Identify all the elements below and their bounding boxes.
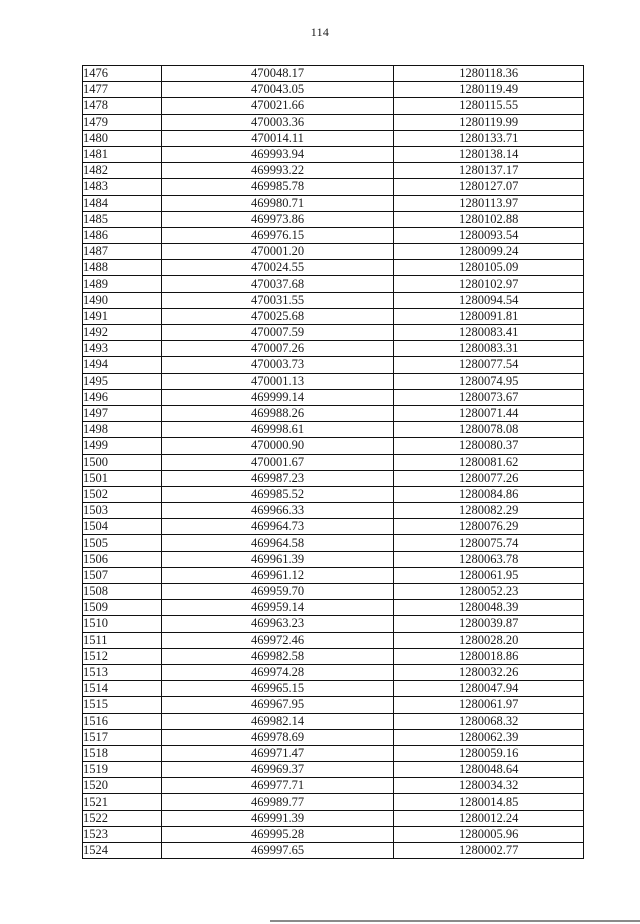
x-coordinate-cell: 469978.69: [161, 729, 394, 745]
point-number-cell: 1494: [83, 357, 162, 373]
point-number-cell: 1502: [83, 486, 162, 502]
table-row: [83, 276, 584, 292]
table-row: [83, 405, 584, 421]
y-coordinate-cell: 1280082.29: [394, 503, 584, 519]
y-coordinate-cell: 1280014.85: [394, 794, 584, 810]
point-number-cell: 1490: [83, 292, 162, 308]
scan-edge: [0, 908, 640, 924]
y-coordinate-cell: 1280113.97: [394, 195, 584, 211]
point-number-cell: 1495: [83, 373, 162, 389]
table-row: [83, 600, 584, 616]
x-coordinate-cell: 470001.67: [161, 454, 394, 470]
y-coordinate-cell: 1280018.86: [394, 648, 584, 664]
x-coordinate-cell: 469989.77: [161, 794, 394, 810]
table-row: [83, 535, 584, 551]
point-number-cell: 1478: [83, 98, 162, 114]
y-coordinate-cell: 1280099.24: [394, 244, 584, 260]
coordinates-table-body: [83, 66, 584, 859]
point-number-cell: 1496: [83, 389, 162, 405]
x-coordinate-cell: 470003.36: [161, 114, 394, 130]
table-row: [83, 470, 584, 486]
y-coordinate-cell: 1280077.54: [394, 357, 584, 373]
y-coordinate-cell: 1280093.54: [394, 227, 584, 243]
point-number-cell: 1518: [83, 745, 162, 761]
x-coordinate-cell: 469993.22: [161, 163, 394, 179]
y-coordinate-cell: 1280034.32: [394, 778, 584, 794]
table-row: [83, 454, 584, 470]
y-coordinate-cell: 1280039.87: [394, 616, 584, 632]
point-number-cell: 1507: [83, 567, 162, 583]
table-row: [83, 584, 584, 600]
y-coordinate-cell: 1280047.94: [394, 681, 584, 697]
y-coordinate-cell: 1280077.26: [394, 470, 584, 486]
y-coordinate-cell: 1280118.36: [394, 66, 584, 82]
y-coordinate-cell: 1280083.31: [394, 341, 584, 357]
x-coordinate-cell: 470007.26: [161, 341, 394, 357]
y-coordinate-cell: 1280105.09: [394, 260, 584, 276]
table-row: [83, 681, 584, 697]
point-number-cell: 1484: [83, 195, 162, 211]
y-coordinate-cell: 1280002.77: [394, 843, 584, 859]
x-coordinate-cell: 469999.14: [161, 389, 394, 405]
point-number-cell: 1523: [83, 826, 162, 842]
table-row: [83, 616, 584, 632]
y-coordinate-cell: 1280083.41: [394, 325, 584, 341]
table-row: [83, 551, 584, 567]
table-row: [83, 664, 584, 680]
x-coordinate-cell: 469966.33: [161, 503, 394, 519]
table-row: [83, 745, 584, 761]
table-row: [83, 66, 584, 82]
y-coordinate-cell: 1280012.24: [394, 810, 584, 826]
point-number-cell: 1504: [83, 519, 162, 535]
x-coordinate-cell: 470024.55: [161, 260, 394, 276]
point-number-cell: 1512: [83, 648, 162, 664]
table-row: [83, 195, 584, 211]
point-number-cell: 1522: [83, 810, 162, 826]
x-coordinate-cell: 469969.37: [161, 762, 394, 778]
point-number-cell: 1477: [83, 82, 162, 98]
x-coordinate-cell: 469982.58: [161, 648, 394, 664]
x-coordinate-cell: 469987.23: [161, 470, 394, 486]
table-row: [83, 697, 584, 713]
point-number-cell: 1516: [83, 713, 162, 729]
table-row: [83, 810, 584, 826]
x-coordinate-cell: 469967.95: [161, 697, 394, 713]
table-row: [83, 486, 584, 502]
point-number-cell: 1486: [83, 227, 162, 243]
x-coordinate-cell: 470003.73: [161, 357, 394, 373]
y-coordinate-cell: 1280081.62: [394, 454, 584, 470]
y-coordinate-cell: 1280073.67: [394, 389, 584, 405]
point-number-cell: 1524: [83, 843, 162, 859]
x-coordinate-cell: 469985.52: [161, 486, 394, 502]
y-coordinate-cell: 1280052.23: [394, 584, 584, 600]
table-row: [83, 211, 584, 227]
x-coordinate-cell: 470001.13: [161, 373, 394, 389]
point-number-cell: 1503: [83, 503, 162, 519]
point-number-cell: 1479: [83, 114, 162, 130]
point-number-cell: 1499: [83, 438, 162, 454]
point-number-cell: 1481: [83, 146, 162, 162]
point-number-cell: 1508: [83, 584, 162, 600]
x-coordinate-cell: 470021.66: [161, 98, 394, 114]
y-coordinate-cell: 1280078.08: [394, 422, 584, 438]
table-row: [83, 325, 584, 341]
x-coordinate-cell: 469961.12: [161, 567, 394, 583]
y-coordinate-cell: 1280115.55: [394, 98, 584, 114]
point-number-cell: 1485: [83, 211, 162, 227]
y-coordinate-cell: 1280005.96: [394, 826, 584, 842]
y-coordinate-cell: 1280133.71: [394, 130, 584, 146]
x-coordinate-cell: 469982.14: [161, 713, 394, 729]
y-coordinate-cell: 1280137.17: [394, 163, 584, 179]
table-row: [83, 519, 584, 535]
x-coordinate-cell: 469998.61: [161, 422, 394, 438]
point-number-cell: 1506: [83, 551, 162, 567]
table-row: [83, 826, 584, 842]
x-coordinate-cell: 469997.65: [161, 843, 394, 859]
y-coordinate-cell: 1280028.20: [394, 632, 584, 648]
x-coordinate-cell: 470014.11: [161, 130, 394, 146]
y-coordinate-cell: 1280061.95: [394, 567, 584, 583]
point-number-cell: 1521: [83, 794, 162, 810]
x-coordinate-cell: 469963.23: [161, 616, 394, 632]
table-row: [83, 438, 584, 454]
point-number-cell: 1505: [83, 535, 162, 551]
x-coordinate-cell: 469961.39: [161, 551, 394, 567]
y-coordinate-cell: 1280048.64: [394, 762, 584, 778]
y-coordinate-cell: 1280127.07: [394, 179, 584, 195]
x-coordinate-cell: 469988.26: [161, 405, 394, 421]
scan-edge-line: [270, 920, 640, 922]
y-coordinate-cell: 1280071.44: [394, 405, 584, 421]
point-number-cell: 1510: [83, 616, 162, 632]
y-coordinate-cell: 1280032.26: [394, 664, 584, 680]
coordinates-table: [82, 65, 584, 859]
y-coordinate-cell: 1280094.54: [394, 292, 584, 308]
point-number-cell: 1500: [83, 454, 162, 470]
y-coordinate-cell: 1280119.99: [394, 114, 584, 130]
table-row: [83, 357, 584, 373]
table-row: [83, 762, 584, 778]
x-coordinate-cell: 470000.90: [161, 438, 394, 454]
point-number-cell: 1492: [83, 325, 162, 341]
table-row: [83, 244, 584, 260]
table-row: [83, 648, 584, 664]
table-row: [83, 794, 584, 810]
y-coordinate-cell: 1280091.81: [394, 308, 584, 324]
table-row: [83, 82, 584, 98]
y-coordinate-cell: 1280075.74: [394, 535, 584, 551]
y-coordinate-cell: 1280102.88: [394, 211, 584, 227]
point-number-cell: 1501: [83, 470, 162, 486]
point-number-cell: 1511: [83, 632, 162, 648]
y-coordinate-cell: 1280076.29: [394, 519, 584, 535]
y-coordinate-cell: 1280102.97: [394, 276, 584, 292]
y-coordinate-cell: 1280061.97: [394, 697, 584, 713]
x-coordinate-cell: 469965.15: [161, 681, 394, 697]
table-row: [83, 292, 584, 308]
point-number-cell: 1488: [83, 260, 162, 276]
y-coordinate-cell: 1280119.49: [394, 82, 584, 98]
table-row: [83, 98, 584, 114]
x-coordinate-cell: 469971.47: [161, 745, 394, 761]
table-row: [83, 389, 584, 405]
page-number: 114: [310, 25, 330, 39]
table-row: [83, 308, 584, 324]
table-row: [83, 179, 584, 195]
x-coordinate-cell: 469976.15: [161, 227, 394, 243]
point-number-cell: 1487: [83, 244, 162, 260]
point-number-cell: 1514: [83, 681, 162, 697]
table-row: [83, 341, 584, 357]
table-row: [83, 713, 584, 729]
point-number-cell: 1517: [83, 729, 162, 745]
point-number-cell: 1498: [83, 422, 162, 438]
point-number-cell: 1482: [83, 163, 162, 179]
y-coordinate-cell: 1280080.37: [394, 438, 584, 454]
x-coordinate-cell: 470031.55: [161, 292, 394, 308]
table-row: [83, 163, 584, 179]
x-coordinate-cell: 469993.94: [161, 146, 394, 162]
y-coordinate-cell: 1280062.39: [394, 729, 584, 745]
x-coordinate-cell: 470025.68: [161, 308, 394, 324]
point-number-cell: 1491: [83, 308, 162, 324]
point-number-cell: 1520: [83, 778, 162, 794]
table-row: [83, 843, 584, 859]
point-number-cell: 1489: [83, 276, 162, 292]
x-coordinate-cell: 469985.78: [161, 179, 394, 195]
table-row: [83, 130, 584, 146]
table-row: [83, 227, 584, 243]
point-number-cell: 1476: [83, 66, 162, 82]
y-coordinate-cell: 1280063.78: [394, 551, 584, 567]
y-coordinate-cell: 1280084.86: [394, 486, 584, 502]
x-coordinate-cell: 469972.46: [161, 632, 394, 648]
table-row: [83, 146, 584, 162]
table-row: [83, 503, 584, 519]
table-row: [83, 373, 584, 389]
table-row: [83, 260, 584, 276]
x-coordinate-cell: 469964.58: [161, 535, 394, 551]
y-coordinate-cell: 1280074.95: [394, 373, 584, 389]
x-coordinate-cell: 470001.20: [161, 244, 394, 260]
x-coordinate-cell: 469964.73: [161, 519, 394, 535]
table-row: [83, 114, 584, 130]
point-number-cell: 1513: [83, 664, 162, 680]
x-coordinate-cell: 469959.14: [161, 600, 394, 616]
point-number-cell: 1493: [83, 341, 162, 357]
y-coordinate-cell: 1280068.32: [394, 713, 584, 729]
point-number-cell: 1483: [83, 179, 162, 195]
x-coordinate-cell: 470037.68: [161, 276, 394, 292]
point-number-cell: 1497: [83, 405, 162, 421]
x-coordinate-cell: 469980.71: [161, 195, 394, 211]
table-row: [83, 778, 584, 794]
point-number-cell: 1515: [83, 697, 162, 713]
x-coordinate-cell: 470007.59: [161, 325, 394, 341]
x-coordinate-cell: 469973.86: [161, 211, 394, 227]
y-coordinate-cell: 1280048.39: [394, 600, 584, 616]
x-coordinate-cell: 469977.71: [161, 778, 394, 794]
x-coordinate-cell: 470048.17: [161, 66, 394, 82]
x-coordinate-cell: 469974.28: [161, 664, 394, 680]
x-coordinate-cell: 470043.05: [161, 82, 394, 98]
point-number-cell: 1480: [83, 130, 162, 146]
y-coordinate-cell: 1280138.14: [394, 146, 584, 162]
table-row: [83, 422, 584, 438]
y-coordinate-cell: 1280059.16: [394, 745, 584, 761]
point-number-cell: 1519: [83, 762, 162, 778]
table-row: [83, 632, 584, 648]
table-row: [83, 567, 584, 583]
table-row: [83, 729, 584, 745]
point-number-cell: 1509: [83, 600, 162, 616]
x-coordinate-cell: 469991.39: [161, 810, 394, 826]
x-coordinate-cell: 469995.28: [161, 826, 394, 842]
x-coordinate-cell: 469959.70: [161, 584, 394, 600]
